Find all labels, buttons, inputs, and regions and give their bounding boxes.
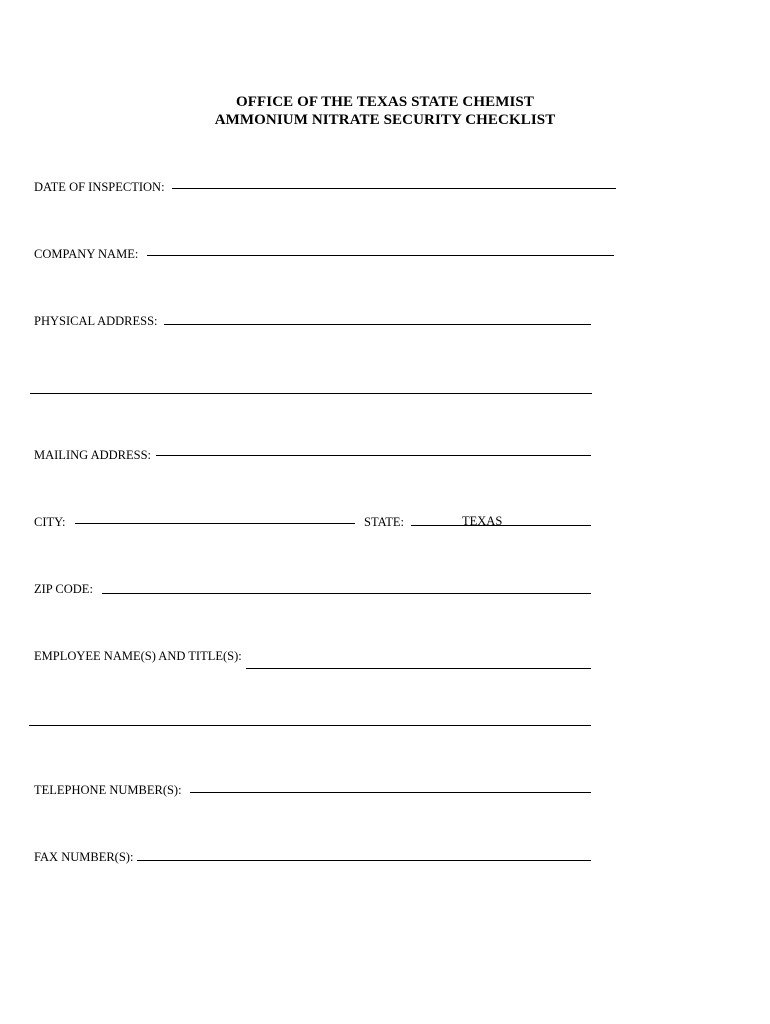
employee-names-label: EMPLOYEE NAME(S) AND TITLE(S): (34, 649, 242, 663)
fax-numbers-label: FAX NUMBER(S): (34, 850, 134, 864)
zip-code-label: ZIP CODE: (34, 582, 93, 596)
state-value: TEXAS (462, 514, 503, 528)
company-name-field[interactable] (147, 255, 614, 256)
company-name-label: COMPANY NAME: (34, 247, 139, 261)
physical-address-field-line2[interactable] (30, 393, 592, 394)
form-title-checklist: AMMONIUM NITRATE SECURITY CHECKLIST (214, 112, 556, 128)
city-label: CITY: (34, 515, 66, 529)
form-title-office: OFFICE OF THE TEXAS STATE CHEMIST (236, 94, 534, 110)
city-field[interactable] (75, 523, 355, 524)
mailing-address-field[interactable] (156, 455, 591, 456)
mailing-address-label: MAILING ADDRESS: (34, 448, 152, 462)
date-of-inspection-label: DATE OF INSPECTION: (34, 180, 165, 194)
employee-names-field[interactable] (246, 668, 591, 669)
fax-numbers-field[interactable] (137, 860, 591, 861)
telephone-numbers-label: TELEPHONE NUMBER(S): (34, 783, 182, 797)
employee-names-field-line2[interactable] (29, 725, 591, 726)
physical-address-label: PHYSICAL ADDRESS: (34, 314, 158, 328)
telephone-numbers-field[interactable] (190, 792, 591, 793)
date-of-inspection-field[interactable] (172, 188, 616, 189)
state-label: STATE: (364, 515, 404, 529)
zip-code-field[interactable] (102, 593, 591, 594)
physical-address-field[interactable] (164, 324, 591, 325)
